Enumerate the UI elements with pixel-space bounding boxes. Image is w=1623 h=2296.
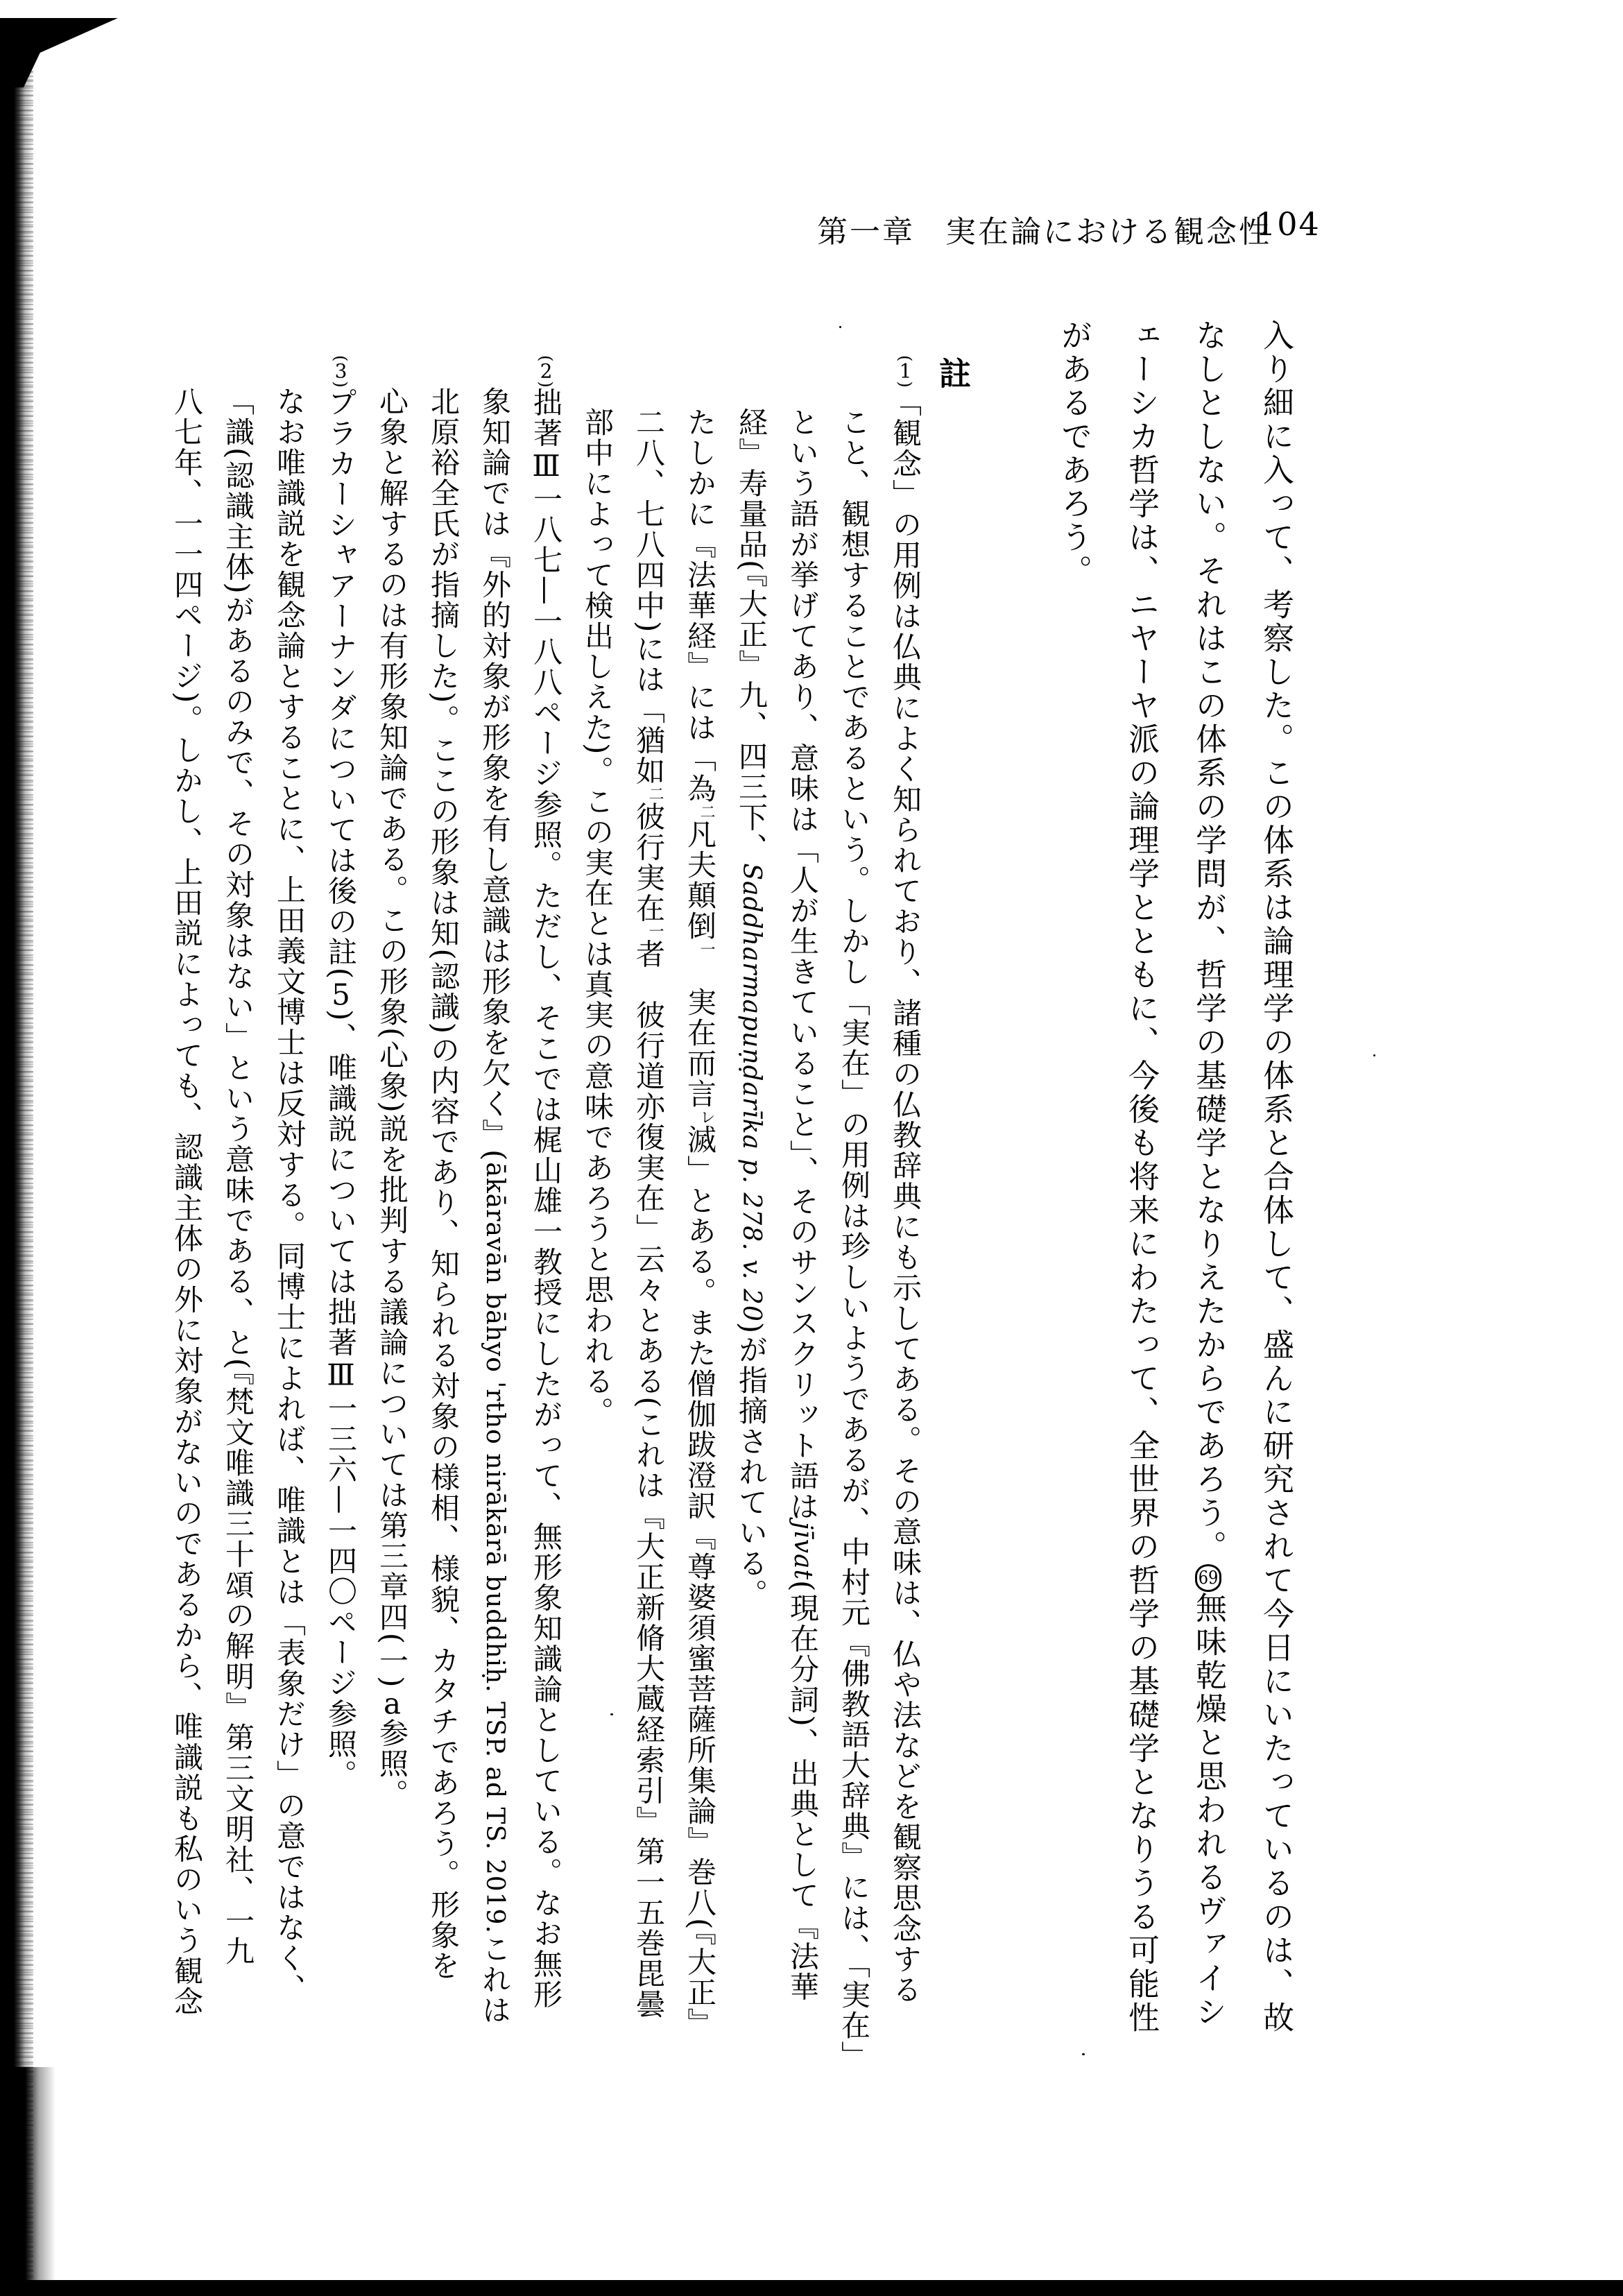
text-run: こと、観想することであるという。しかし「実在」の用例は珍しいようであるが、中村元『佛教語大辞典』には、「実在」 [837, 407, 871, 2071]
note-1-column-2 [828, 355, 879, 2103]
paren-open: ( [331, 355, 350, 362]
text-run: 凡夫顛倒 [683, 819, 717, 941]
text-run: 入り細に入って、考察した。この体系は論理学の体系と合体して、盛んに研究されて今日にいたっているのは、故 [1257, 319, 1294, 2035]
text-run: 「観念」の用例は仏典によく知られており、諸種の仏教辞典にも示してある。その意味は、仏や法などを観察思念する [888, 387, 922, 2005]
footnote-ref-69: 69 [1195, 1564, 1221, 1592]
text-run: (現在分詞)、出典として『法華 [786, 1579, 820, 2003]
note-3-column-2 [264, 355, 315, 2103]
text-run: 彼行実在 [632, 801, 666, 924]
kanbun-mark: 一 [646, 923, 664, 939]
note-1-column-7 [572, 355, 623, 2103]
note-1-column-1 [879, 355, 931, 2103]
text-run: 経』寿量品(『大正』九、四三下、 [735, 407, 768, 864]
kanbun-mark: レ [698, 1109, 715, 1124]
text-run: があるであろう。 [1056, 319, 1092, 588]
note-3-marker [331, 355, 350, 388]
text-column-2 [1175, 319, 1242, 2150]
note-2-column-3 [418, 355, 469, 2103]
text-column-4 [1040, 319, 1108, 2150]
text-run: 実在而言 [683, 957, 717, 1109]
notes-section [161, 355, 931, 2103]
text-run: 者 彼行道亦復実在」云々とある(これは『大正新脩大蔵経索引』第一五巻毘曇 [632, 939, 666, 2020]
text-run: なしとしない。それはこの体系の学問が、哲学の基礎学となりえたからであろう。 [1190, 319, 1227, 1564]
dust-speck [839, 326, 841, 328]
section-letter: a [383, 1688, 402, 1718]
note-3-column-3 [212, 355, 264, 2103]
note-1-column-6 [623, 355, 674, 2103]
note-1-column-5 [674, 355, 725, 2103]
chapter-label: 第一章 [817, 214, 915, 250]
text-run: 八七年、一一四ページ)。しかし、上田説によっても、認識主体の外に対象がないのであるから、唯識説も私のいう観念 [170, 386, 204, 2017]
note-1-marker [895, 355, 915, 388]
kanbun-mark: 二 [646, 786, 664, 802]
note-number: 3 [334, 361, 347, 382]
text-run: 部中によって検出しえた)。この実在とは真実の意味であろうと思われる。 [581, 407, 615, 1428]
scan-edge-bottom [0, 2280, 1623, 2296]
paren-open: ( [895, 355, 915, 362]
dust-speck [1373, 1054, 1375, 1056]
text-run: プラカーシャアーナンダについては後の註( [324, 387, 358, 981]
scan-shadow-top-left [0, 18, 118, 87]
kanbun-mark: 二 [698, 804, 715, 819]
paren-open: ( [536, 355, 556, 362]
note-2-marker [536, 355, 556, 388]
note-number: 2 [540, 361, 553, 382]
note-2-column-4 [366, 355, 418, 2103]
running-head [817, 207, 1271, 251]
paren-close: ) [331, 381, 350, 388]
text-run: ェーシカ哲学は、ニヤーヤ派の論理学とともに、今後も将来にわたって、全世界の哲学の基礎学となりうる可能性 [1123, 319, 1160, 2035]
text-run: 拙著Ⅲ一八七—一八八ページ参照。ただし、そこでは梶山雄一教授にしたがって、無形象知識論としている。なお無形 [529, 387, 563, 2010]
paren-close: ) [895, 381, 915, 388]
text-run: 参照。 [375, 1717, 409, 1810]
scan-gutter-shadow-left [0, 18, 33, 2296]
romanized-citation: Saddharmapuṇḍarīka p. 278. v. 20 [737, 863, 766, 1322]
note-cross-ref-number: 5 [332, 980, 350, 1010]
text-run: なお唯識説を観念論とすることに、上田義文博士は反対する。同博士によれば、唯識とは「表象だけ」の意ではなく、 [273, 386, 307, 2004]
page-number: 104 [1255, 205, 1321, 243]
note-2-column-1 [520, 355, 572, 2103]
note-3-column-4 [161, 355, 212, 2103]
text-run: 心象と解するのは有形象知論である。この形象(心象)説を批判する議論については第三章四(一) [375, 386, 409, 1689]
notes-heading: 註 [939, 355, 971, 393]
note-1-column-3 [777, 355, 828, 2103]
romanized-term: jīvat [789, 1522, 817, 1580]
text-run: これは [478, 1933, 512, 2025]
text-run: 象知論では『外的対象が形象を有し意識は形象を欠く』( [478, 386, 512, 1163]
text-run: 滅」とある。また僧伽跋澄訳『尊婆須蜜菩薩所集論』巻八(『大正』 [683, 1124, 717, 2039]
chapter-title: 実在論における観念性 [945, 214, 1271, 250]
text-run: 二八、七八四中)には「猶如 [632, 407, 666, 787]
note-3-column-1 [315, 355, 366, 2103]
romanized-citation: ākāravān bāhyo 'rtho nirākārā buddhiḥ. TSP. ad TS. 2019. [481, 1162, 509, 1934]
text-column-1 [1242, 319, 1309, 2150]
main-paragraph [1040, 319, 1309, 2150]
text-run: たしかに『法華経』には「為 [683, 407, 717, 804]
note-1-column-4 [725, 355, 777, 2103]
text-run: )、唯識説については拙著Ⅲ一三六—一四〇ページ参照。 [324, 1009, 358, 1790]
text-run: 無味乾燥と思われるヴァイシ [1190, 1591, 1227, 2029]
paren-close: ) [536, 381, 556, 388]
text-column-3 [1108, 319, 1175, 2150]
note-number: 1 [899, 361, 912, 382]
text-run: )が指摘されている。 [735, 1321, 768, 1610]
note-2-column-2 [469, 355, 520, 2103]
scan-shadow-bottom-left [0, 2067, 55, 2296]
text-run: 北原裕全氏が指摘した)。ここの形象は知(認識)の内容であり、知られる対象の様相、様貌、カタチであろう。形象を [427, 386, 461, 1982]
text-run: 「識(認識主体)があるのみで、その対象はない」という意味である、と(『梵文唯識三十頌の解明』第三文明社、一九 [221, 386, 255, 1967]
kanbun-mark: 一 [698, 941, 715, 957]
text-run: という語が挙げてあり、意味は「人が生きていること」、そのサンスクリット語は [786, 407, 820, 1522]
